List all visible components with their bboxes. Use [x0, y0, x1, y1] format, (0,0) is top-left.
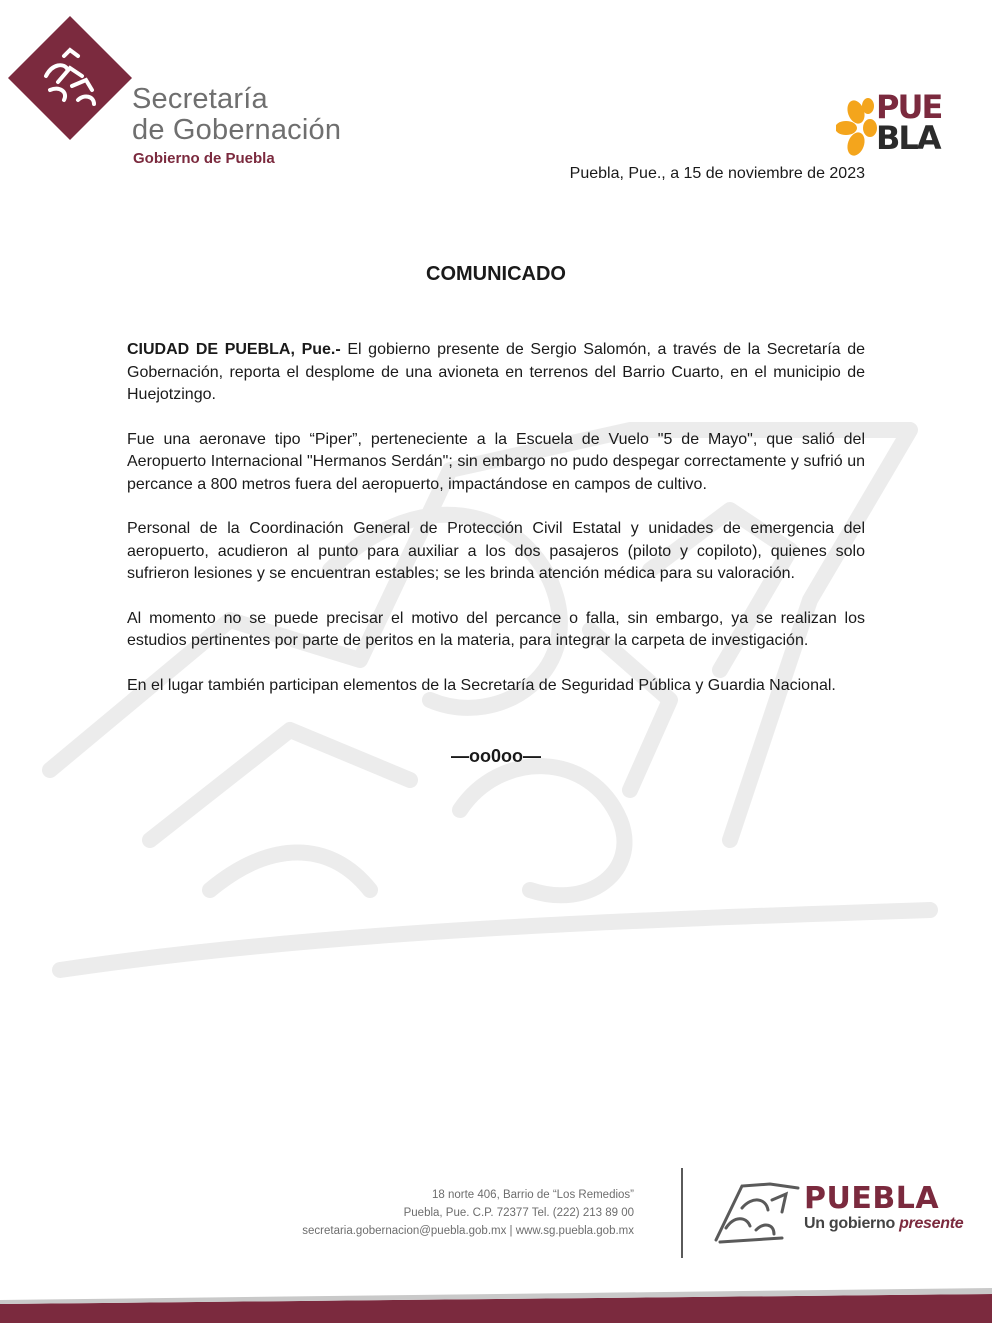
serpent-glyph-diamond-icon [8, 16, 132, 140]
footer-tagline-prefix: Un gobierno [804, 1215, 900, 1232]
paragraph-4: Al momento no se puede precisar el motivo del percance o falla, sin embargo, ya se realizan los estudios pertinentes por parte de peritos en la materia, para integrar la carpeta de investigación. [127, 609, 865, 649]
institution-line-1: Secretaría [132, 83, 268, 115]
footer-tagline [804, 1215, 963, 1233]
paragraph-5: En el lugar también participan elementos de la Secretaría de Seguridad Pública y Guardia Nacional. [127, 676, 836, 694]
puebla-glyph-icon [712, 1178, 802, 1244]
footer-contact-line[interactable]: secretaria.gobernacion@puebla.gob.mx | www.sg.puebla.gob.mx [302, 1225, 634, 1237]
paragraph-3: Personal de la Coordinación General de Protección Civil Estatal y unidades de emergencia del aeropuerto, acudieron al punto para auxiliar a los dos pasajeros (piloto y copiloto), quienes solo sufrieron lesiones y se encuentran estables; se les brinda atención médica para su valoración. [127, 520, 865, 582]
closing-mark: —oo0oo— [451, 746, 541, 766]
document-body [127, 339, 865, 719]
footer-address-line-1: 18 norte 406, Barrio de “Los Remedios” [432, 1189, 634, 1201]
institution-name [132, 84, 341, 146]
paragraph-2: Fue una aeronave tipo “Piper”, perteneciente a la Escuela de Vuelo "5 de Mayo", que salió del Aeropuerto Internacional "Hermanos Serdán"; sin embargo no pudo despegar correctamente y sufrió un percance a 800 metros fuera del aeropuerto, impactándose en campos de cultivo. [127, 430, 865, 493]
government-label: Gobierno de Puebla [133, 150, 275, 167]
puebla-wordmark-bottom: BLA [876, 119, 940, 157]
paragraph-1-text: El gobierno presente de Sergio Salomón, a través de la Secretaría de Gobernación, reporta el desplome de una avioneta en terrenos del Barrio Cuarto, en el municipio de Huejotzingo. [127, 341, 866, 403]
document-title: COMUNICADO [426, 263, 566, 285]
document-date: Puebla, Pue., a 15 de noviembre de 2023 [569, 165, 865, 182]
footer-tagline-emphasis: presente [899, 1215, 964, 1232]
puebla-wordmark-top: PUE [876, 88, 942, 126]
paragraph-1 [127, 339, 865, 407]
puebla-wordmark [876, 88, 942, 157]
footer-brand: PUEBLA [804, 1181, 940, 1216]
footer-divider [681, 1168, 683, 1258]
footer-contact [302, 1186, 634, 1240]
institution-line-2: de Gobernación [132, 114, 342, 146]
dateline: CIUDAD DE PUEBLA, Pue.- [127, 341, 341, 358]
bottom-decorative-band [0, 1280, 992, 1323]
footer-address-line-2: Puebla, Pue. C.P. 72377 Tel. (222) 213 89 00 [403, 1207, 634, 1219]
